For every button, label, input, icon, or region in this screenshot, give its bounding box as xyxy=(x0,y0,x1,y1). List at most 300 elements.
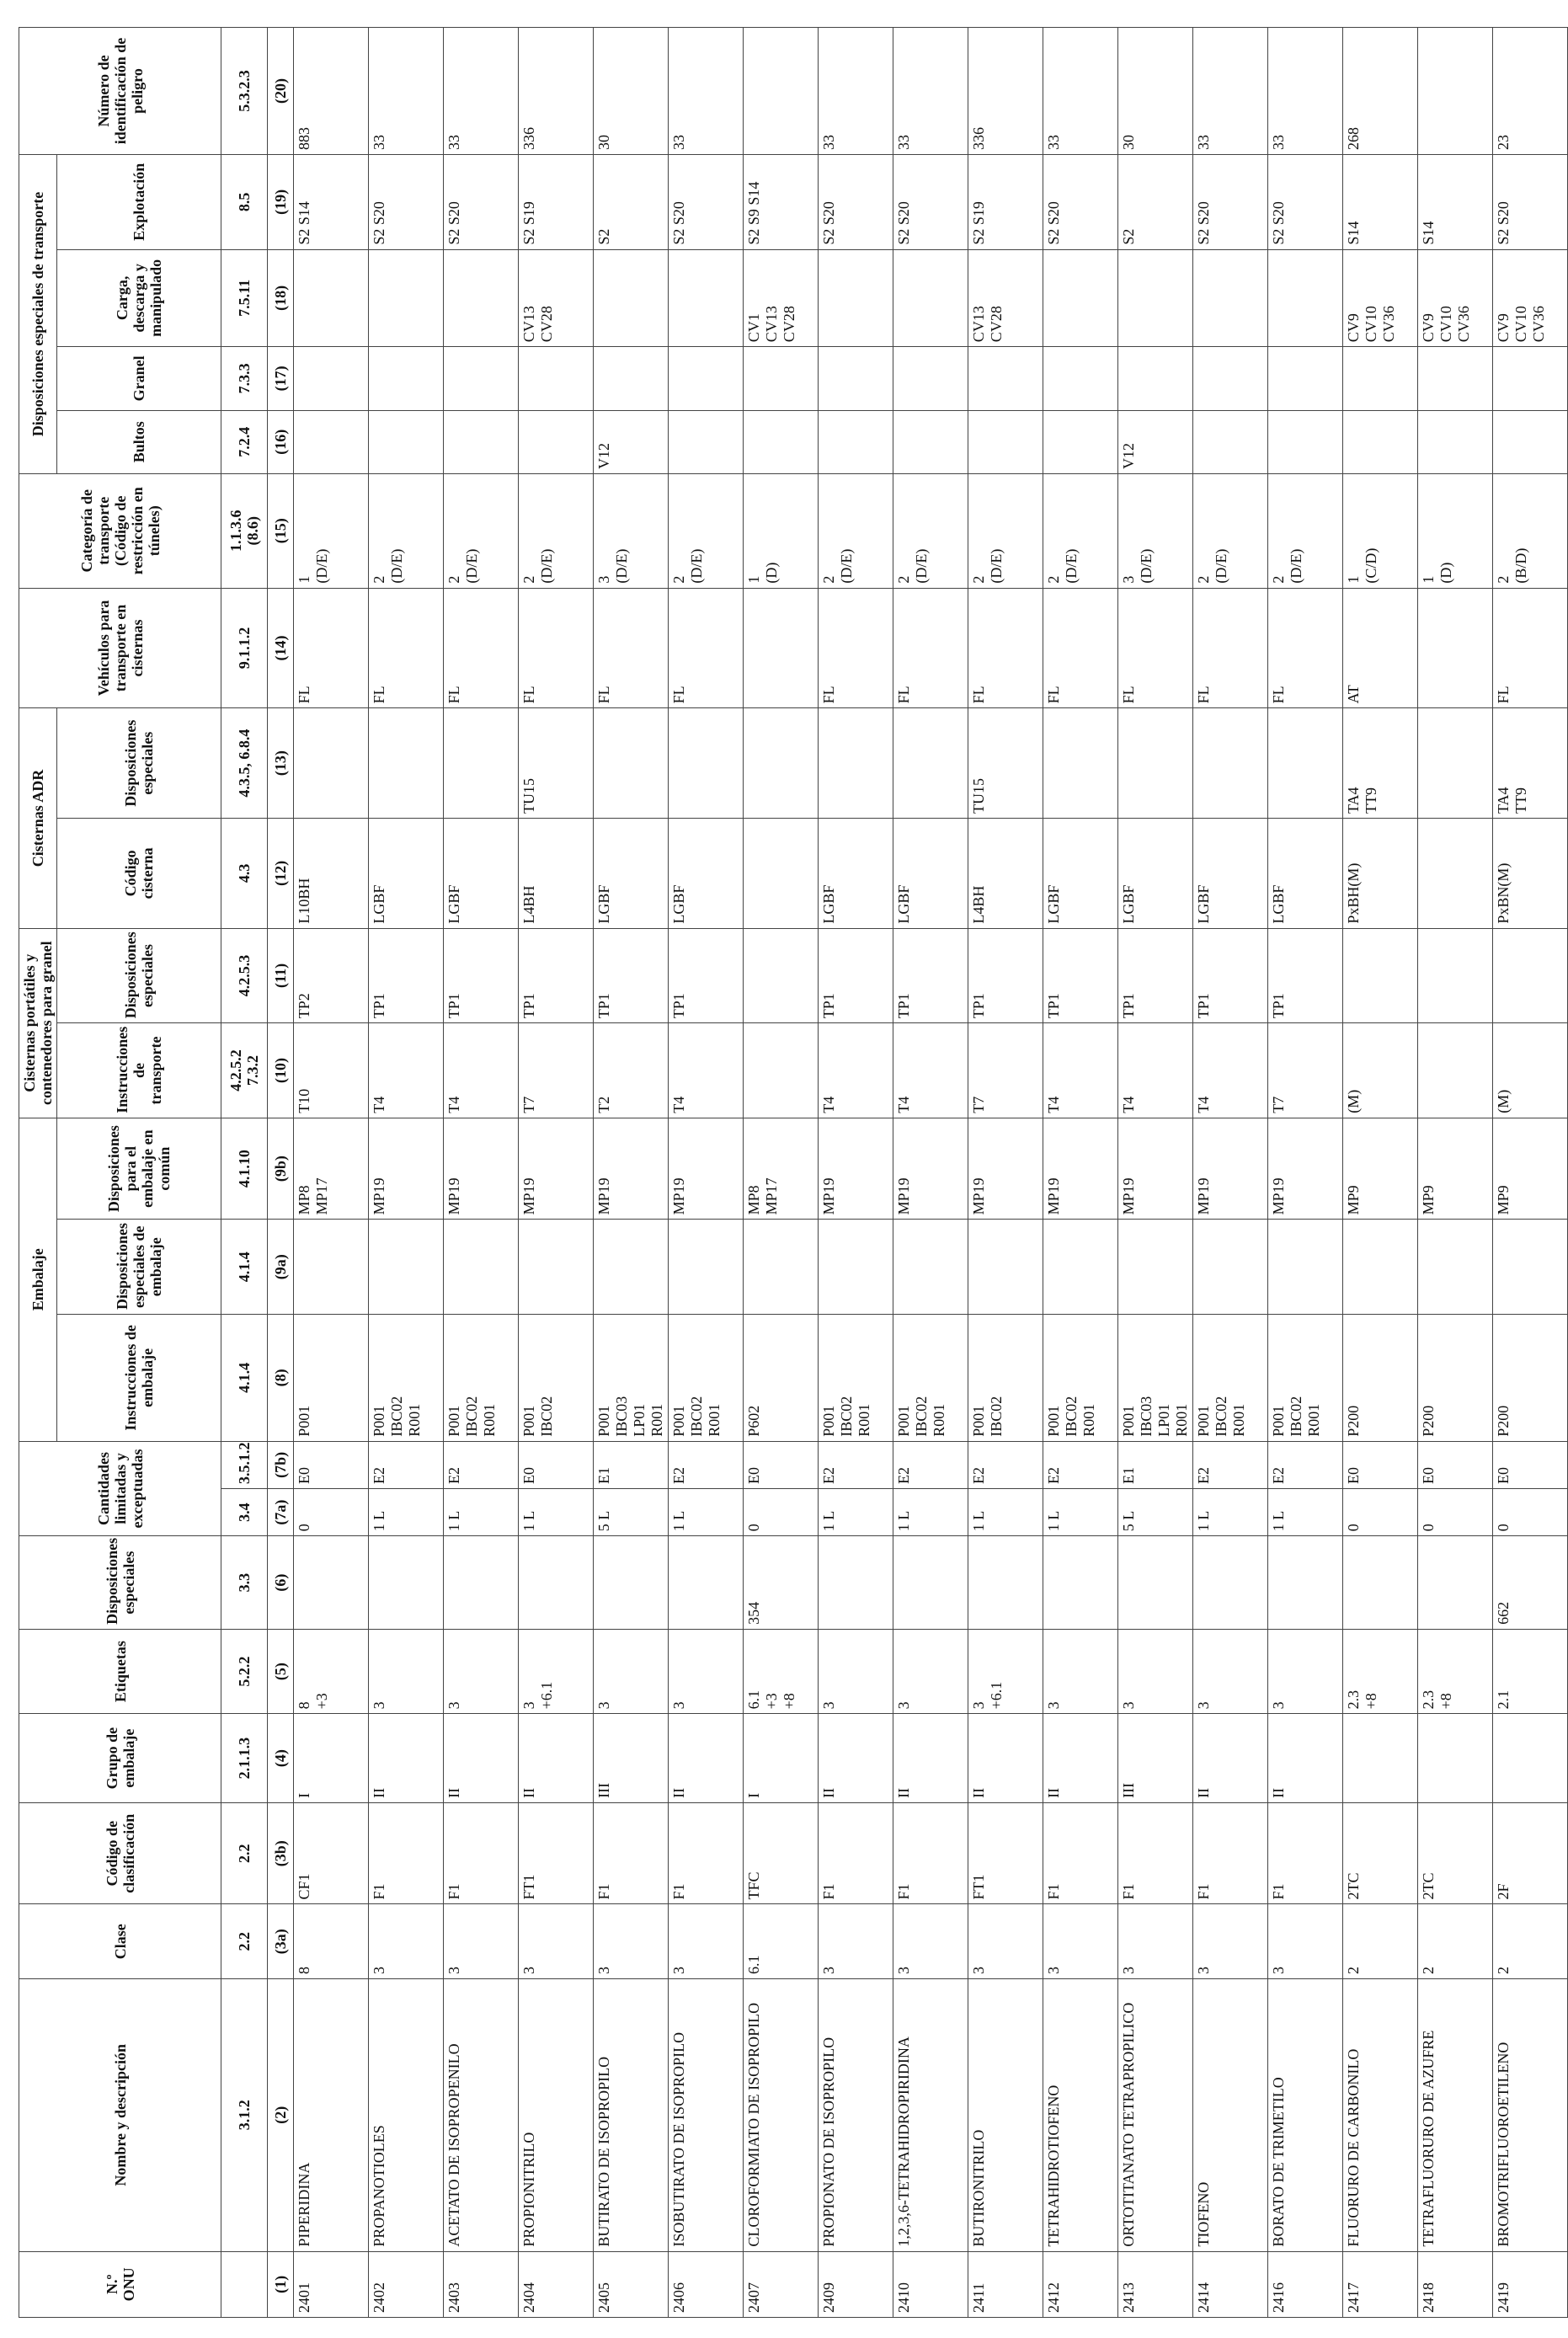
table-cell: 1 L xyxy=(669,1489,744,1536)
table-cell xyxy=(669,347,744,410)
table-cell xyxy=(819,410,893,473)
table-cell: II xyxy=(519,1714,594,1803)
table-cell: 1 (D) xyxy=(1418,473,1493,588)
table-cell: CV9 CV10 CV36 xyxy=(1343,249,1418,347)
table-cell: II xyxy=(1268,1714,1343,1803)
table-cell: FL xyxy=(1118,588,1193,708)
table-cell: LGBF xyxy=(1193,819,1268,929)
table-cell xyxy=(519,347,594,410)
table-cell: P200 xyxy=(1493,1314,1568,1441)
header-mixed-packing: Disposiciones para el embalaje en común xyxy=(57,1118,221,1220)
table-cell: T4 xyxy=(669,1023,744,1118)
table-cell: 23 xyxy=(1493,28,1568,155)
column-number-cell: (12) xyxy=(268,819,294,929)
table-cell xyxy=(1268,410,1343,473)
table-cell: FL xyxy=(369,588,444,708)
table-cell: 2404 xyxy=(519,2251,594,2317)
table-cell: 33 xyxy=(669,28,744,155)
table-cell: 662 xyxy=(1493,1536,1568,1630)
table-cell xyxy=(294,1220,369,1315)
table-cell: E0 xyxy=(1493,1441,1568,1488)
table-cell: MP19 xyxy=(444,1118,519,1220)
table-cell: ISOBUTIRATO DE ISOPROPILO xyxy=(669,1978,744,2251)
table-cell: PxBH(M) xyxy=(1343,819,1418,929)
table-cell: P001 xyxy=(294,1314,369,1441)
table-cell: 2TC xyxy=(1343,1802,1418,1904)
table-row xyxy=(893,28,968,2318)
table-cell: 2405 xyxy=(594,2251,669,2317)
table-cell: 1 L xyxy=(1043,1489,1118,1536)
table-cell: S2 S20 xyxy=(369,155,444,250)
table-cell: FL xyxy=(819,588,893,708)
table-cell xyxy=(1268,347,1343,410)
table-cell: T7 xyxy=(968,1023,1043,1118)
table-row xyxy=(968,28,1043,2318)
table-cell xyxy=(1343,410,1418,473)
table-cell: 2406 xyxy=(669,2251,744,2317)
table-cell: FL xyxy=(519,588,594,708)
table-cell: II xyxy=(819,1714,893,1803)
table-cell: TP1 xyxy=(1193,928,1268,1023)
column-number-cell: (15) xyxy=(268,473,294,588)
table-cell: 0 xyxy=(1493,1489,1568,1536)
table-cell: MP9 xyxy=(1493,1118,1568,1220)
table-cell: TETRAFLUORURO DE AZUFRE xyxy=(1418,1978,1493,2251)
table-cell: 1 (D/E) xyxy=(294,473,369,588)
table-cell xyxy=(1193,708,1268,819)
table-cell xyxy=(294,347,369,410)
table-cell xyxy=(893,410,968,473)
table-cell: 3 xyxy=(968,1904,1043,1978)
column-number-cell: (17) xyxy=(268,347,294,410)
table-cell: I xyxy=(294,1714,369,1803)
header-special-transport: Disposiciones especiales de transporte xyxy=(19,155,57,474)
table-cell xyxy=(369,347,444,410)
table-cell: 2.3 +8 xyxy=(1343,1629,1418,1714)
table-cell: T4 xyxy=(444,1023,519,1118)
table-row xyxy=(594,28,669,2318)
table-cell: BROMOTRIFLUOROETILENO xyxy=(1493,1978,1568,2251)
table-cell xyxy=(669,410,744,473)
table-cell xyxy=(669,1220,744,1315)
table-cell: P001 IBC02 R001 xyxy=(369,1314,444,1441)
table-cell: 336 xyxy=(519,28,594,155)
table-cell xyxy=(1343,1536,1418,1630)
table-cell: MP19 xyxy=(594,1118,669,1220)
table-cell: P001 IBC02 R001 xyxy=(1193,1314,1268,1441)
header-tank-code: Código cisterna xyxy=(57,819,221,929)
reference-cell: 7.5.11 xyxy=(221,249,268,347)
column-number-cell: (9a) xyxy=(268,1220,294,1315)
table-cell: E2 xyxy=(444,1441,519,1488)
table-cell: 2 (D/E) xyxy=(1043,473,1118,588)
table-cell: 33 xyxy=(1043,28,1118,155)
table-cell: MP19 xyxy=(669,1118,744,1220)
table-cell: 1 L xyxy=(968,1489,1043,1536)
table-cell: TP1 xyxy=(819,928,893,1023)
table-cell: 2416 xyxy=(1268,2251,1343,2317)
table-cell: E0 xyxy=(744,1441,819,1488)
table-cell: 5 L xyxy=(594,1489,669,1536)
table-cell xyxy=(893,1220,968,1315)
table-cell: 2407 xyxy=(744,2251,819,2317)
header-hazard-id: Número de identificación de peligro xyxy=(19,28,221,155)
table-cell: TETRAHIDROTIOFENO xyxy=(1043,1978,1118,2251)
column-number-cell: (2) xyxy=(268,1978,294,2251)
table-cell: 2409 xyxy=(819,2251,893,2317)
table-cell xyxy=(594,708,669,819)
table-cell: FL xyxy=(444,588,519,708)
table-cell xyxy=(444,249,519,347)
table-row xyxy=(1493,28,1568,2318)
table-cell: FLUORURO DE CARBONILO xyxy=(1343,1978,1418,2251)
table-cell: 2 (D/E) xyxy=(669,473,744,588)
table-cell: E0 xyxy=(294,1441,369,1488)
reference-cell: 3.5.1.2 xyxy=(221,1441,268,1488)
table-cell: 2418 xyxy=(1418,2251,1493,2317)
table-cell xyxy=(1268,249,1343,347)
reference-row xyxy=(221,28,268,2318)
reference-cell: 4.1.4 xyxy=(221,1220,268,1315)
table-cell xyxy=(1418,1220,1493,1315)
table-cell: FL xyxy=(968,588,1043,708)
table-cell: 33 xyxy=(444,28,519,155)
table-cell: 3 xyxy=(1193,1629,1268,1714)
table-cell: E2 xyxy=(1193,1441,1268,1488)
table-cell xyxy=(819,1536,893,1630)
table-row xyxy=(1268,28,1343,2318)
column-number-cell: (20) xyxy=(268,28,294,155)
table-row xyxy=(1118,28,1193,2318)
table-cell: 2.1 xyxy=(1493,1629,1568,1714)
table-cell: E2 xyxy=(819,1441,893,1488)
table-cell: FL xyxy=(1193,588,1268,708)
table-cell xyxy=(444,1536,519,1630)
table-cell: FL xyxy=(1493,588,1568,708)
table-cell: 3 xyxy=(444,1904,519,1978)
table-cell: L10BH xyxy=(294,819,369,929)
reference-cell: 4.2.5.3 xyxy=(221,928,268,1023)
table-cell: CV13 CV28 xyxy=(968,249,1043,347)
table-cell: T7 xyxy=(1268,1023,1343,1118)
table-cell: 6.1 xyxy=(744,1904,819,1978)
table-cell: BORATO DE TRIMETILO xyxy=(1268,1978,1343,2251)
table-cell: 1 L xyxy=(893,1489,968,1536)
table-cell: E2 xyxy=(669,1441,744,1488)
table-cell: PxBN(M) xyxy=(1493,819,1568,929)
table-cell: S2 xyxy=(594,155,669,250)
table-cell xyxy=(1043,410,1118,473)
table-cell: TIOFENO xyxy=(1193,1978,1268,2251)
table-cell: S2 S20 xyxy=(669,155,744,250)
header-packing-instructions: Instrucciones de embalaje xyxy=(57,1314,221,1441)
table-cell: CLOROFORMIATO DE ISOPROPILO xyxy=(744,1978,819,2251)
table-cell: 3 xyxy=(1043,1629,1118,1714)
table-cell xyxy=(1343,347,1418,410)
table-cell xyxy=(1118,708,1193,819)
table-cell: TP1 xyxy=(1268,928,1343,1023)
table-cell: 1 (C/D) xyxy=(1343,473,1418,588)
table-cell xyxy=(1418,588,1493,708)
table-cell: MP9 xyxy=(1418,1118,1493,1220)
column-number-cell: (11) xyxy=(268,928,294,1023)
table-cell: III xyxy=(1118,1714,1193,1803)
table-cell xyxy=(1418,1536,1493,1630)
column-number-cell: (18) xyxy=(268,249,294,347)
reference-cell: 5.3.2.3 xyxy=(221,28,268,155)
table-cell: 3 xyxy=(893,1629,968,1714)
column-number-cell: (1) xyxy=(268,2251,294,2317)
table-cell: T4 xyxy=(819,1023,893,1118)
table-cell: 2403 xyxy=(444,2251,519,2317)
table-cell: P001 IBC03 LP01 R001 xyxy=(594,1314,669,1441)
reference-cell: 5.2.2 xyxy=(221,1629,268,1714)
table-cell: PROPANOTIOLES xyxy=(369,1978,444,2251)
table-cell: E0 xyxy=(1418,1441,1493,1488)
column-number-cell: (14) xyxy=(268,588,294,708)
table-cell: 3 (D/E) xyxy=(594,473,669,588)
table-cell xyxy=(1418,347,1493,410)
table-cell: F1 xyxy=(893,1802,968,1904)
table-row xyxy=(744,28,819,2318)
table-cell: 3 xyxy=(519,1904,594,1978)
reference-cell: 8.5 xyxy=(221,155,268,250)
table-body xyxy=(294,28,1568,2318)
table-cell xyxy=(744,928,819,1023)
table-cell: 2.3 +8 xyxy=(1418,1629,1493,1714)
table-cell xyxy=(1343,1714,1418,1803)
table-cell xyxy=(444,1220,519,1315)
table-cell: 2 (D/E) xyxy=(1193,473,1268,588)
table-cell: LGBF xyxy=(1043,819,1118,929)
table-cell: 3 +6.1 xyxy=(519,1629,594,1714)
table-cell: TP1 xyxy=(1043,928,1118,1023)
table-cell: TP1 xyxy=(369,928,444,1023)
table-cell: T4 xyxy=(893,1023,968,1118)
column-number-cell: (9b) xyxy=(268,1118,294,1220)
table-cell: P001 IBC02 R001 xyxy=(1268,1314,1343,1441)
table-cell: TP1 xyxy=(669,928,744,1023)
header-vehicle: Vehículos para transporte en cisternas xyxy=(19,588,221,708)
table-cell: II xyxy=(1043,1714,1118,1803)
table-cell xyxy=(1418,928,1493,1023)
table-cell: 3 xyxy=(669,1629,744,1714)
table-cell: S2 S20 xyxy=(893,155,968,250)
table-cell: 30 xyxy=(594,28,669,155)
table-cell: II xyxy=(1193,1714,1268,1803)
header-loading: Carga, descarga y manipulado xyxy=(57,249,221,347)
table-cell: TP1 xyxy=(1118,928,1193,1023)
table-cell: 3 xyxy=(819,1629,893,1714)
table-cell: 8 +3 xyxy=(294,1629,369,1714)
table-cell: LGBF xyxy=(369,819,444,929)
table-cell xyxy=(744,347,819,410)
table-cell: 3 xyxy=(369,1629,444,1714)
table-cell xyxy=(294,1536,369,1630)
table-cell: 2 xyxy=(1493,1904,1568,1978)
table-cell: F1 xyxy=(594,1802,669,1904)
table-cell: CV1 CV13 CV28 xyxy=(744,249,819,347)
table-cell: F1 xyxy=(369,1802,444,1904)
table-cell xyxy=(893,1536,968,1630)
table-cell: TP1 xyxy=(519,928,594,1023)
reference-cell: 3.3 xyxy=(221,1536,268,1630)
table-cell xyxy=(1418,708,1493,819)
table-cell: 2F xyxy=(1493,1802,1568,1904)
table-cell: (M) xyxy=(1343,1023,1418,1118)
table-cell: CV13 CV28 xyxy=(519,249,594,347)
table-cell: T4 xyxy=(1193,1023,1268,1118)
table-cell: E2 xyxy=(1043,1441,1118,1488)
table-cell: S2 S20 xyxy=(819,155,893,250)
table-cell xyxy=(1118,1536,1193,1630)
table-cell: 0 xyxy=(1343,1489,1418,1536)
table-cell xyxy=(893,249,968,347)
table-cell: 2401 xyxy=(294,2251,369,2317)
table-cell: 1 (D) xyxy=(744,473,819,588)
table-cell xyxy=(1118,347,1193,410)
reference-cell: 7.2.4 xyxy=(221,410,268,473)
table-cell xyxy=(1418,28,1493,155)
table-cell: 354 xyxy=(744,1536,819,1630)
table-cell xyxy=(669,1536,744,1630)
table-cell xyxy=(294,249,369,347)
table-cell: L4BH xyxy=(968,819,1043,929)
table-cell xyxy=(594,249,669,347)
table-cell: PROPIONATO DE ISOPROPILO xyxy=(819,1978,893,2251)
table-cell: P001 IBC02 R001 xyxy=(819,1314,893,1441)
header-packing-group: Grupo de embalaje xyxy=(19,1714,221,1803)
reference-cell: 1.1.3.6 (8.6) xyxy=(221,473,268,588)
table-cell: LGBF xyxy=(669,819,744,929)
table-cell: 0 xyxy=(744,1489,819,1536)
table-cell: S2 S19 xyxy=(519,155,594,250)
table-row xyxy=(444,28,519,2318)
table-cell: 33 xyxy=(1193,28,1268,155)
table-cell xyxy=(1418,1714,1493,1803)
table-cell: L4BH xyxy=(519,819,594,929)
table-cell: FL xyxy=(669,588,744,708)
table-cell: MP19 xyxy=(519,1118,594,1220)
table-cell xyxy=(893,347,968,410)
table-cell: LGBF xyxy=(594,819,669,929)
header-special-packing-provisions: Disposiciones especiales de embalaje xyxy=(57,1220,221,1315)
table-cell: FT1 xyxy=(519,1802,594,1904)
table-cell: S2 S14 xyxy=(294,155,369,250)
table-cell xyxy=(1268,1536,1343,1630)
header-un-no: N.º ONU xyxy=(19,2251,221,2317)
reference-cell: 4.1.4 xyxy=(221,1314,268,1441)
table-cell xyxy=(744,1220,819,1315)
header-portable-tanks: Cisternas portátiles y contenedores para granel xyxy=(19,928,57,1118)
table-cell xyxy=(744,708,819,819)
table-cell: 2419 xyxy=(1493,2251,1568,2317)
table-cell: 2 (D/E) xyxy=(444,473,519,588)
table-cell xyxy=(1193,410,1268,473)
table-cell xyxy=(744,28,819,155)
table-cell: 30 xyxy=(1118,28,1193,155)
table-cell: 33 xyxy=(893,28,968,155)
table-cell xyxy=(369,1220,444,1315)
table-cell xyxy=(444,347,519,410)
table-cell: TP2 xyxy=(294,928,369,1023)
table-cell xyxy=(369,1536,444,1630)
table-cell: MP19 xyxy=(819,1118,893,1220)
table-cell: 1,2,3,6-TETRAHIDROPIRIDINA xyxy=(893,1978,968,2251)
header-class: Clase xyxy=(19,1904,221,1978)
table-cell: P602 xyxy=(744,1314,819,1441)
table-cell: TU15 xyxy=(519,708,594,819)
table-cell: S2 S20 xyxy=(1268,155,1343,250)
column-number-cell: (10) xyxy=(268,1023,294,1118)
table-cell xyxy=(744,410,819,473)
table-cell xyxy=(369,249,444,347)
table-cell: 2TC xyxy=(1418,1802,1493,1904)
table-cell xyxy=(744,1023,819,1118)
table-cell: S2 S9 S14 xyxy=(744,155,819,250)
table-cell: ORTOTITANATO TETRAPROPILICO xyxy=(1118,1978,1193,2251)
table-cell: BUTIRONITRILO xyxy=(968,1978,1043,2251)
table-cell: 8 xyxy=(294,1904,369,1978)
table-cell xyxy=(1193,347,1268,410)
table-cell: P001 IBC02 R001 xyxy=(444,1314,519,1441)
table-cell xyxy=(968,1536,1043,1630)
table-cell: 2 xyxy=(1343,1904,1418,1978)
table-cell xyxy=(1418,819,1493,929)
table-cell xyxy=(1493,1714,1568,1803)
table-cell xyxy=(1043,1536,1118,1630)
table-cell: MP19 xyxy=(369,1118,444,1220)
reference-cell: 7.3.3 xyxy=(221,347,268,410)
header-packages: Bultos xyxy=(57,410,221,473)
table-cell: II xyxy=(444,1714,519,1803)
table-cell: 3 xyxy=(1118,1904,1193,1978)
table-cell: 3 xyxy=(594,1629,669,1714)
table-cell: E0 xyxy=(519,1441,594,1488)
header-transport-category: Categoría de transporte (Código de restricción en túneles) xyxy=(19,473,221,588)
header-classification-code: Código de clasificación xyxy=(19,1802,221,1904)
table-cell: P001 IBC02 R001 xyxy=(1043,1314,1118,1441)
reference-cell xyxy=(221,2251,268,2317)
table-cell xyxy=(669,249,744,347)
table-cell: P001 IBC02 xyxy=(519,1314,594,1441)
table-cell xyxy=(1043,347,1118,410)
table-cell: 2413 xyxy=(1118,2251,1193,2317)
table-cell: 3 xyxy=(1043,1904,1118,1978)
reference-cell: 3.1.2 xyxy=(221,1978,268,2251)
table-cell: S2 S20 xyxy=(1043,155,1118,250)
table-cell xyxy=(968,1220,1043,1315)
column-number-cell: (7b) xyxy=(268,1441,294,1488)
table-cell: P001 IBC02 R001 xyxy=(669,1314,744,1441)
column-number-cell: (3a) xyxy=(268,1904,294,1978)
table-cell: T4 xyxy=(1118,1023,1193,1118)
table-cell xyxy=(1118,249,1193,347)
table-cell xyxy=(744,588,819,708)
reference-cell: 4.1.10 xyxy=(221,1118,268,1220)
table-cell xyxy=(444,410,519,473)
table-cell: 3 xyxy=(1268,1904,1343,1978)
table-cell: 2410 xyxy=(893,2251,968,2317)
table-cell xyxy=(369,410,444,473)
column-number-cell: (19) xyxy=(268,155,294,250)
table-cell: F1 xyxy=(1043,1802,1118,1904)
table-cell: S14 xyxy=(1343,155,1418,250)
table-cell: 0 xyxy=(1418,1489,1493,1536)
table-cell: S2 S20 xyxy=(444,155,519,250)
table-row xyxy=(369,28,444,2318)
table-cell xyxy=(819,249,893,347)
